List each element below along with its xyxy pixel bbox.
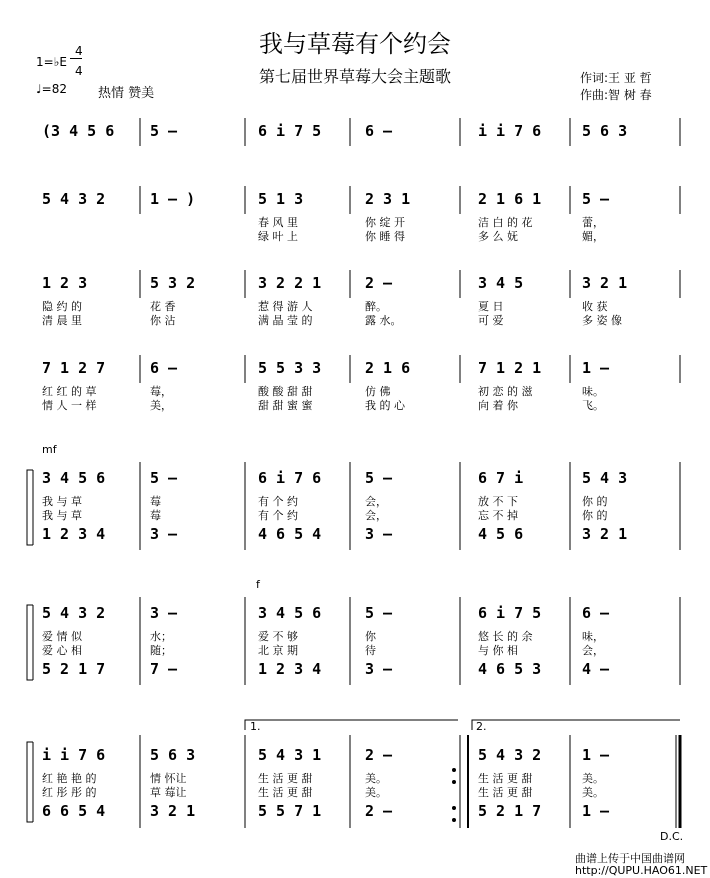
- lyric-verse-2: 可 爱: [478, 314, 504, 327]
- lower-voice-notes: 4 6 5 4: [258, 525, 322, 543]
- lyric-verse-2: 生 活 更 甜: [258, 786, 313, 799]
- lower-voice-notes: 3 2 1: [150, 802, 196, 820]
- lyric-verse-2: 你 睡 得: [365, 230, 405, 243]
- lower-voice-notes: 5 2 1 7: [42, 660, 106, 678]
- note-group: 6 –: [365, 122, 393, 140]
- lyric-verse-2: 美，: [150, 399, 172, 412]
- note-group: 5 6 3: [150, 746, 196, 764]
- lyric-verse-2: 甜 甜 蜜 蜜: [258, 399, 313, 412]
- note-group: i i 7 6: [42, 746, 106, 764]
- lyric-verse-2: 多 么 妩: [478, 230, 518, 243]
- note-group: 1 –: [582, 746, 610, 764]
- lyric-verse-1: 放 不 下: [478, 495, 518, 508]
- lyric-verse-2: 向 着 你: [478, 399, 518, 412]
- note-group: 1 – ): [150, 190, 196, 208]
- volta-2: 2.: [476, 720, 487, 733]
- lyric-verse-2: 我 与 草: [42, 509, 82, 522]
- lyric-verse-2: 会，: [582, 644, 604, 657]
- lower-voice-notes: 7 –: [150, 660, 178, 678]
- lyricist-credit: 作词:王 亚 哲: [580, 71, 652, 85]
- lyric-verse-1: 你: [365, 630, 376, 643]
- note-group: 5 4 3 2: [478, 746, 542, 764]
- note-group: 5 4 3 2: [42, 604, 106, 622]
- lyric-verse-1: 我 与 草: [42, 495, 82, 508]
- lyric-verse-1: 洁 白 的 花: [478, 216, 533, 229]
- volta-1: 1.: [250, 720, 261, 733]
- lyric-verse-2: 我 的 心: [365, 399, 405, 412]
- lower-voice-notes: 1 2 3 4: [42, 525, 106, 543]
- lyric-verse-1: 情 怀让: [150, 772, 187, 785]
- lyric-verse-2: 红 彤 彤 的: [42, 786, 97, 799]
- note-group: 5 –: [150, 469, 178, 487]
- lyric-verse-1: 爱 不 够: [258, 630, 298, 643]
- tempo-mark: ♩=82: [36, 82, 67, 96]
- lower-voice-notes: 3 –: [365, 660, 393, 678]
- lyric-verse-1: 爱 情 似: [42, 630, 82, 643]
- lyric-verse-2: 忘 不 掉: [478, 509, 518, 522]
- note-group: 3 2 2 1: [258, 274, 322, 292]
- lyric-verse-2: 飞。: [582, 399, 604, 412]
- note-group: 3 4 5 6: [258, 604, 322, 622]
- lyric-verse-2: 待: [365, 644, 376, 657]
- lyric-verse-1: 味，: [582, 630, 604, 643]
- note-group: 5 –: [365, 469, 393, 487]
- lyric-verse-1: 春 风 里: [258, 216, 298, 229]
- note-group: 5 4 3 2: [42, 190, 106, 208]
- note-group: 2 –: [365, 274, 393, 292]
- lower-voice-notes: 5 5 7 1: [258, 802, 322, 820]
- lyric-verse-1: 水；: [150, 630, 172, 643]
- note-group: 2 3 1: [365, 190, 411, 208]
- note-group: 3 4 5 6: [42, 469, 106, 487]
- lyric-verse-1: 仿 佛: [365, 385, 391, 398]
- note-group: 1 –: [582, 359, 610, 377]
- note-group: 5 –: [582, 190, 610, 208]
- lower-voice-notes: 4 5 6: [478, 525, 524, 543]
- lyric-verse-2: 绿 叶 上: [258, 230, 298, 243]
- note-group: 2 1 6: [365, 359, 411, 377]
- lyric-verse-1: 隐 约 的: [42, 300, 82, 313]
- lyric-verse-2: 美。: [365, 786, 387, 799]
- note-group: 6 i 7 6: [258, 469, 322, 487]
- note-group: 1 2 3: [42, 274, 88, 292]
- lyric-verse-2: 多 姿 像: [582, 314, 622, 327]
- composer-credit: 作曲:智 树 春: [580, 88, 652, 102]
- time-signature-top: 4: [75, 44, 83, 58]
- note-group: 6 –: [582, 604, 610, 622]
- lyric-verse-1: 悠 长 的 余: [478, 630, 533, 643]
- lyric-verse-2: 媚，: [582, 230, 604, 243]
- lyric-verse-2: 你 沾: [150, 314, 176, 327]
- lyric-verse-2: 北 京 期: [258, 644, 298, 657]
- note-group: 5 6 3: [582, 122, 628, 140]
- lyric-verse-2: 爱 心 相: [42, 644, 82, 657]
- dc-mark: D.C.: [660, 830, 684, 843]
- note-group: 2 –: [365, 746, 393, 764]
- note-group: 6 i 7 5: [478, 604, 542, 622]
- note-group: 5 –: [365, 604, 393, 622]
- note-group: 5 4 3: [582, 469, 628, 487]
- note-group: 5 4 3 1: [258, 746, 322, 764]
- lyric-verse-1: 初 恋 的 滋: [478, 385, 533, 398]
- lyric-verse-2: 露 水。: [365, 314, 402, 327]
- note-group: 5 5 3 3: [258, 359, 322, 377]
- footer-site-name: 曲谱上传于中国曲谱网: [575, 852, 685, 865]
- lyric-verse-1: 有 个 约: [258, 495, 298, 508]
- lyric-verse-2: 草 莓让: [150, 786, 187, 799]
- key-signature: 1=♭E: [36, 55, 67, 69]
- note-group: 5 –: [150, 122, 178, 140]
- lyric-verse-2: 生 活 更 甜: [478, 786, 533, 799]
- lyric-verse-1: 夏 日: [478, 300, 504, 313]
- note-group: 2 1 6 1: [478, 190, 542, 208]
- time-signature-bottom: 4: [75, 64, 83, 78]
- note-group: 5 1 3: [258, 190, 304, 208]
- lyric-verse-2: 会，: [365, 509, 387, 522]
- lower-voice-notes: 1 –: [582, 802, 610, 820]
- dynamic-mark: mf: [42, 443, 57, 456]
- lyric-verse-2: 莓: [150, 509, 161, 522]
- lyric-verse-1: 红 艳 艳 的: [42, 772, 97, 785]
- lyric-verse-2: 你 的: [582, 509, 608, 522]
- lower-voice-notes: 2 –: [365, 802, 393, 820]
- score-subtitle: 第七届世界草莓大会主题歌: [258, 67, 451, 86]
- note-group: 7 1 2 1: [478, 359, 542, 377]
- lower-voice-notes: 1 2 3 4: [258, 660, 322, 678]
- lyric-verse-2: 有 个 约: [258, 509, 298, 522]
- lyric-verse-1: 蕾，: [582, 216, 604, 229]
- lyric-verse-2: 情 人 一 样: [42, 399, 97, 412]
- lyric-verse-1: 味。: [582, 385, 604, 398]
- lyric-verse-1: 会，: [365, 495, 387, 508]
- lower-voice-notes: 5 2 1 7: [478, 802, 542, 820]
- lower-voice-notes: 6 6 5 4: [42, 802, 106, 820]
- note-group: 7 1 2 7: [42, 359, 106, 377]
- lower-voice-notes: 3 –: [150, 525, 178, 543]
- note-group: 5 3 2: [150, 274, 196, 292]
- lyric-verse-2: 清 晨 里: [42, 314, 82, 327]
- lyric-verse-1: 红 红 的 草: [42, 385, 97, 398]
- lyric-verse-1: 莓: [150, 495, 161, 508]
- note-group: 3 2 1: [582, 274, 628, 292]
- lyric-verse-1: 收 获: [582, 300, 608, 313]
- note-group: 6 i 7 5: [258, 122, 322, 140]
- dynamic-mark: f: [256, 578, 260, 591]
- lyric-verse-1: 醉。: [365, 300, 387, 313]
- lower-voice-notes: 4 –: [582, 660, 610, 678]
- lyric-verse-1: 你 绽 开: [365, 216, 405, 229]
- lower-voice-notes: 3 2 1: [582, 525, 628, 543]
- lyric-verse-1: 生 活 更 甜: [478, 772, 533, 785]
- lyric-verse-1: 酸 酸 甜 甜: [258, 385, 313, 398]
- footer-url: http://QUPU.HAO61.NET: [575, 864, 708, 877]
- lyric-verse-2: 满 晶 莹 的: [258, 314, 313, 327]
- lyric-verse-1: 花 香: [150, 300, 176, 313]
- note-group: (3 4 5 6: [42, 122, 115, 140]
- lyric-verse-1: 美。: [582, 772, 604, 785]
- lyric-verse-2: 与 你 相: [478, 644, 518, 657]
- lower-voice-notes: 3 –: [365, 525, 393, 543]
- note-group: i i 7 6: [478, 122, 542, 140]
- note-group: 6 7 i: [478, 469, 524, 487]
- lower-voice-notes: 4 6 5 3: [478, 660, 542, 678]
- lyric-verse-1: 你 的: [582, 495, 608, 508]
- lyric-verse-1: 美。: [365, 772, 387, 785]
- lyric-verse-2: 随；: [150, 644, 172, 657]
- score-title: 我与草莓有个约会: [259, 30, 451, 58]
- lyric-verse-1: 惹 得 游 人: [258, 300, 313, 313]
- note-group: 3 4 5: [478, 274, 524, 292]
- lyric-verse-2: 美。: [582, 786, 604, 799]
- note-group: 3 –: [150, 604, 178, 622]
- note-group: 6 –: [150, 359, 178, 377]
- lyric-verse-1: 莓，: [150, 385, 172, 398]
- expression-mark: 热情 赞美: [98, 86, 155, 101]
- lyric-verse-1: 生 活 更 甜: [258, 772, 313, 785]
